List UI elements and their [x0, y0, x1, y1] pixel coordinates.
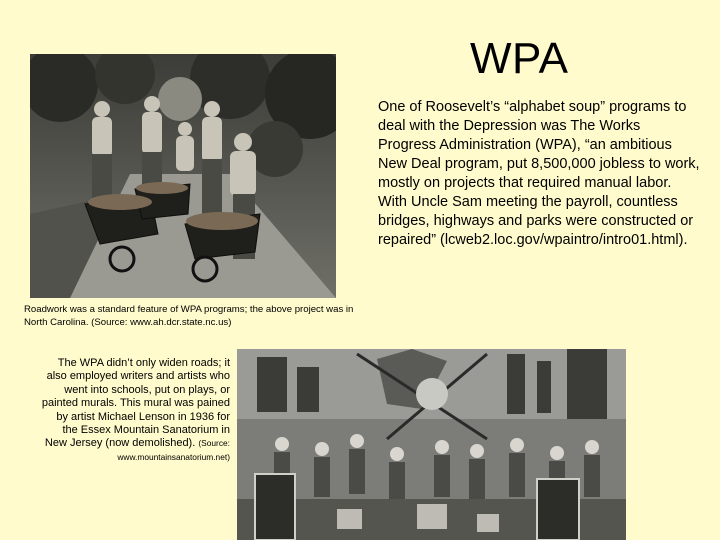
- photo-caption: Roadwork was a standard feature of WPA programs; the above project was in North Carolina. (Source: www.ah.dcr.state.nc.us): [24, 304, 354, 328]
- mural-caption: [40, 357, 230, 464]
- mural-image: [237, 349, 626, 540]
- mural-caption-source: (Source: www.mountainsanatorium.net): [117, 438, 230, 462]
- body-text: One of Roosevelt’s “alphabet soup” programs to deal with the Depression was The Works Progress Administration (WPA), “an ambitious New Deal program, put 8,500,000 jobless to work, mostly on projects that required manual labor. With Uncle Sam meeting the payroll, countless bridges, highways and parks were constructed or repaired” (lcweb2.loc.gov/wpaintro/intro01.html).: [378, 99, 700, 248]
- mural-caption-text: The WPA didn’t only widen roads; it also employed writers and artists who went into schools, put on plays, or painted murals. This mural was pained by artist Michael Lenson in 1936 for the Essex Mountain Sanatorium in New Jersey (now demolished).: [41, 357, 230, 450]
- roadwork-photo: [30, 54, 336, 298]
- slide-title: WPA: [470, 34, 569, 83]
